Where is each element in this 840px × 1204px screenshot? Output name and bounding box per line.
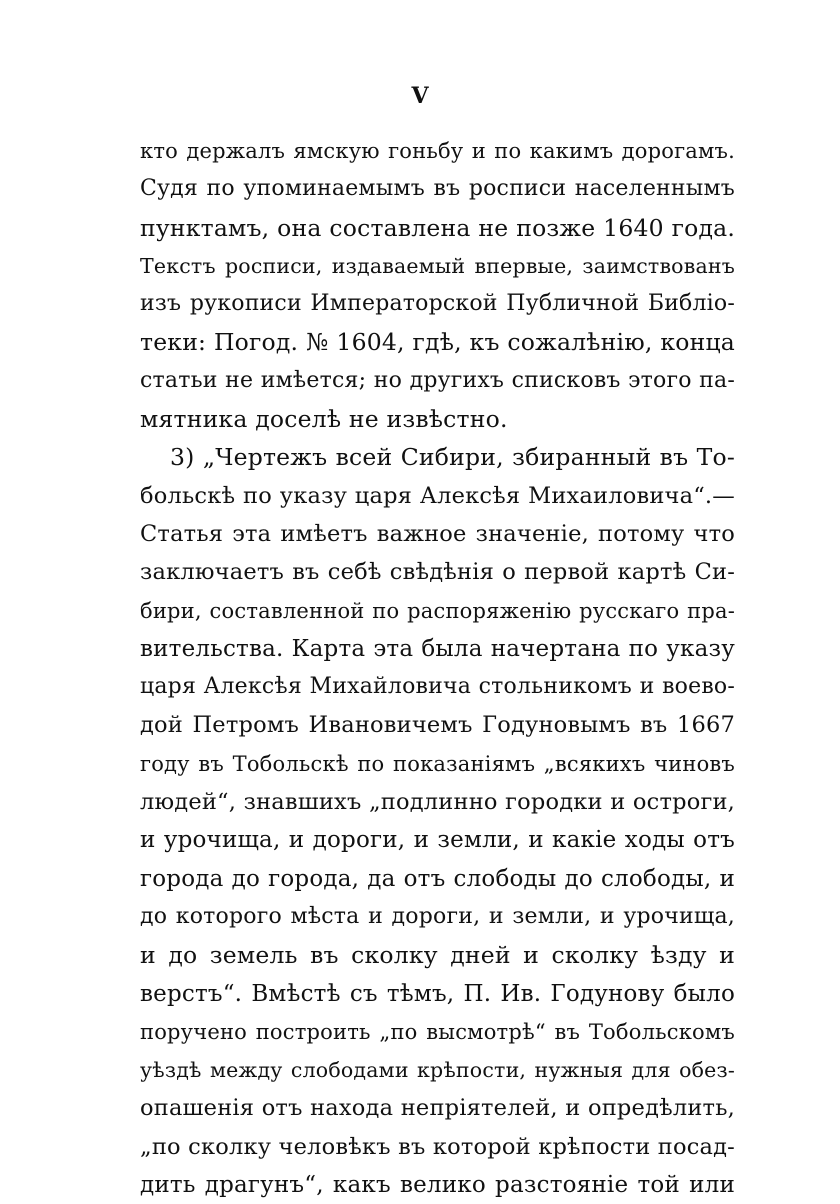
text-line: кто держалъ ямскую гоньбу и по какимъ дорогамъ. [140,139,735,163]
text-line: больскѣ по указу царя Алексѣя Михаиловича“.— [140,482,735,509]
text-line: „по сколку человѣкъ въ которой крѣпости посад- [140,1133,735,1160]
text-line: до которого мѣста и дороги, и земли, и урочища, [140,903,735,929]
text-line: году въ Тобольскѣ по показаніямъ „всякихъ чиновъ [140,751,735,776]
text-line: заключаетъ въ себѣ свѣдѣнія о первой картѣ Си- [140,559,735,586]
body-text [140,132,735,1204]
text-line: пунктамъ, она составлена не позже 1640 года. [140,213,735,242]
text-line: людей“, знавшихъ „подлинно городки и остроги, [140,789,735,816]
text-line: города до города, да отъ слободы до слободы, и [140,865,735,892]
text-line: мятника доселѣ не извѣстно. [140,405,508,434]
text-line: Судя по упоминаемымъ въ росписи населеннымъ [140,176,735,202]
text-line: изъ рукописи Императорской Публичной Библіо- [140,291,735,317]
text-line: уѣздѣ между слободами крѣпости, нужныя для обез- [140,1058,735,1083]
text-line: дой Петромъ Ивановичемъ Годуновымъ въ 1667 [140,712,735,739]
text-line: и урочища, и дороги, и земли, и какіе ходы отъ [140,827,735,854]
text-line: царя Алексѣя Михайловича стольникомъ и воево- [140,674,735,700]
text-line: опашенія отъ находа непріятелей, и опредѣлить, [140,1095,735,1122]
text-line: статьи не имѣется; но другихъ списковъ этого па- [140,367,735,393]
text-line: бири, составленной по распоряженію русскаго пра- [140,598,735,623]
text-line: верстъ“. Вмѣстѣ съ тѣмъ, П. Ив. Годунову было [140,980,735,1007]
text-line: поручено построить „по высмотрѣ“ въ Тобольскомъ [140,1019,735,1044]
paragraph-start-line: 3) „Чертежъ всей Сибири, збиранный въ То- [170,443,735,472]
text-line: теки: Погод. № 1604, гдѣ, къ сожалѣнію, конца [140,328,735,357]
text-line: Текстъ росписи, издаваемый впервые, заимствованъ [140,253,735,278]
text-line: Статья эта имѣетъ важное значеніе, потому что [140,520,735,547]
text-line: дить драгунъ“, какъ велико разстояніе той или [140,1172,735,1199]
page-number: V [411,83,429,109]
text-line: и до земель въ сколку дней и сколку ѣзду и [140,941,735,970]
text-line: вительства. Карта эта была начертана по указу [140,635,735,662]
